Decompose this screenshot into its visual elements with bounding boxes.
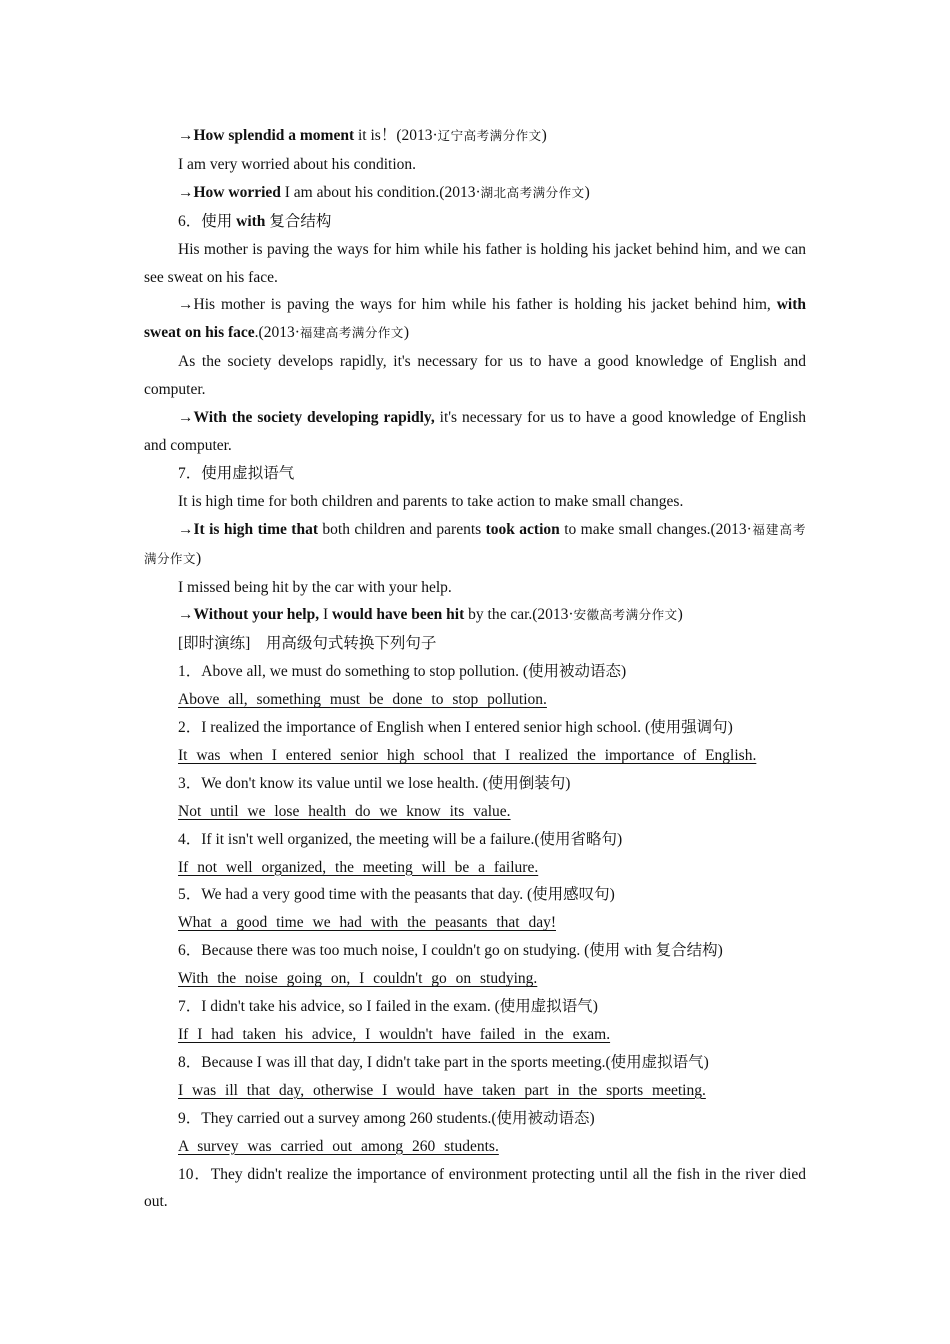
exercise-question: 5．We had a very good time with the peasants that day. (使用感叹句) — [178, 886, 615, 904]
example-original: I am very worried about his condition. — [178, 155, 417, 173]
example-rewrite-1: →How splendid a moment it is！(2013·辽宁高考满分作文) — [178, 127, 547, 144]
example-rewrite-2: →How worried I am about his condition.(2013·湖北高考满分作文) — [178, 183, 590, 201]
example-original: His mother is paving the ways for him while his father is holding his jacket behind him, and we can see sweat on his face. — [144, 240, 806, 286]
exercise-answer: It was when I entered senior high school that I realized the importance of English. — [178, 746, 757, 764]
exercise-answer: A survey was carried out among 260 students. — [178, 1137, 499, 1155]
example-rewrite-5: →It is high time that both children and parents took action to make small changes.(2013·福建高考满分作文) — [144, 520, 807, 567]
practice-title: [即时演练] 用高级句式转换下列句子 — [178, 635, 437, 653]
exercise-answer: I was ill that day, otherwise I would have taken part in the sports meeting. — [178, 1081, 706, 1099]
exercise-question: 9．They carried out a survey among 260 students.(使用被动语态) — [178, 1109, 595, 1127]
exercise-question: 4．If it isn't well organized, the meeting will be a failure.(使用省略句) — [178, 830, 623, 848]
exercise-answer: What a good time we had with the peasants that day! — [178, 914, 556, 932]
exercise-question: 3．We don't know its value until we lose health. (使用倒装句) — [178, 774, 571, 792]
example-original: It is high time for both children and parents to take action to make small changes. — [178, 492, 684, 510]
exercise-question: 2．I realized the importance of English when I entered senior high school. (使用强调句) — [178, 719, 733, 737]
exercise-answer: If I had taken his advice, I wouldn't have failed in the exam. — [178, 1026, 611, 1043]
exercise-answer: Not until we lose health do we know its value. — [178, 802, 511, 820]
exercise-answer: Above all, something must be done to stop pollution. — [178, 691, 547, 709]
exercise-question: 8．Because I was ill that day, I didn't take part in the sports meeting.(使用虚拟语气) — [178, 1053, 709, 1071]
exercise-question: 6．Because there was too much noise, I couldn't go on studying. (使用 with 复合结构) — [178, 942, 723, 960]
example-original: As the society develops rapidly, it's necessary for us to have a good knowledge of English and computer. — [144, 353, 806, 399]
exercise-question: 7．I didn't take his advice, so I failed in the exam. (使用虚拟语气) — [178, 998, 598, 1016]
exercise-answer: If not well organized, the meeting will be a failure. — [178, 858, 539, 876]
exercise-answer: With the noise going on, I couldn't go on studying. — [178, 970, 538, 988]
section-heading-6: 6．使用 with 复合结构 — [178, 212, 332, 230]
example-rewrite-6: →Without your help, I would have been hit by the car.(2013·安徽高考满分作文) — [178, 606, 683, 624]
exercise-question-10: 10．They didn't realize the importance of environment protecting until all the fish in the river died out. — [144, 1165, 806, 1211]
exercise-question: 1．Above all, we must do something to stop pollution. (使用被动语态) — [178, 663, 627, 681]
example-rewrite-4: →With the society developing rapidly, it's necessary for us to have a good knowledge of English and computer. — [144, 409, 806, 454]
example-original: I missed being hit by the car with your help. — [178, 578, 452, 596]
section-heading-7: 7．使用虚拟语气 — [178, 464, 295, 482]
document-page — [144, 122, 806, 1216]
example-rewrite-3: →His mother is paving the ways for him while his father is holding his jacket behind him, with sweat on his face.(2013·福建高考满分作文) — [144, 296, 806, 342]
